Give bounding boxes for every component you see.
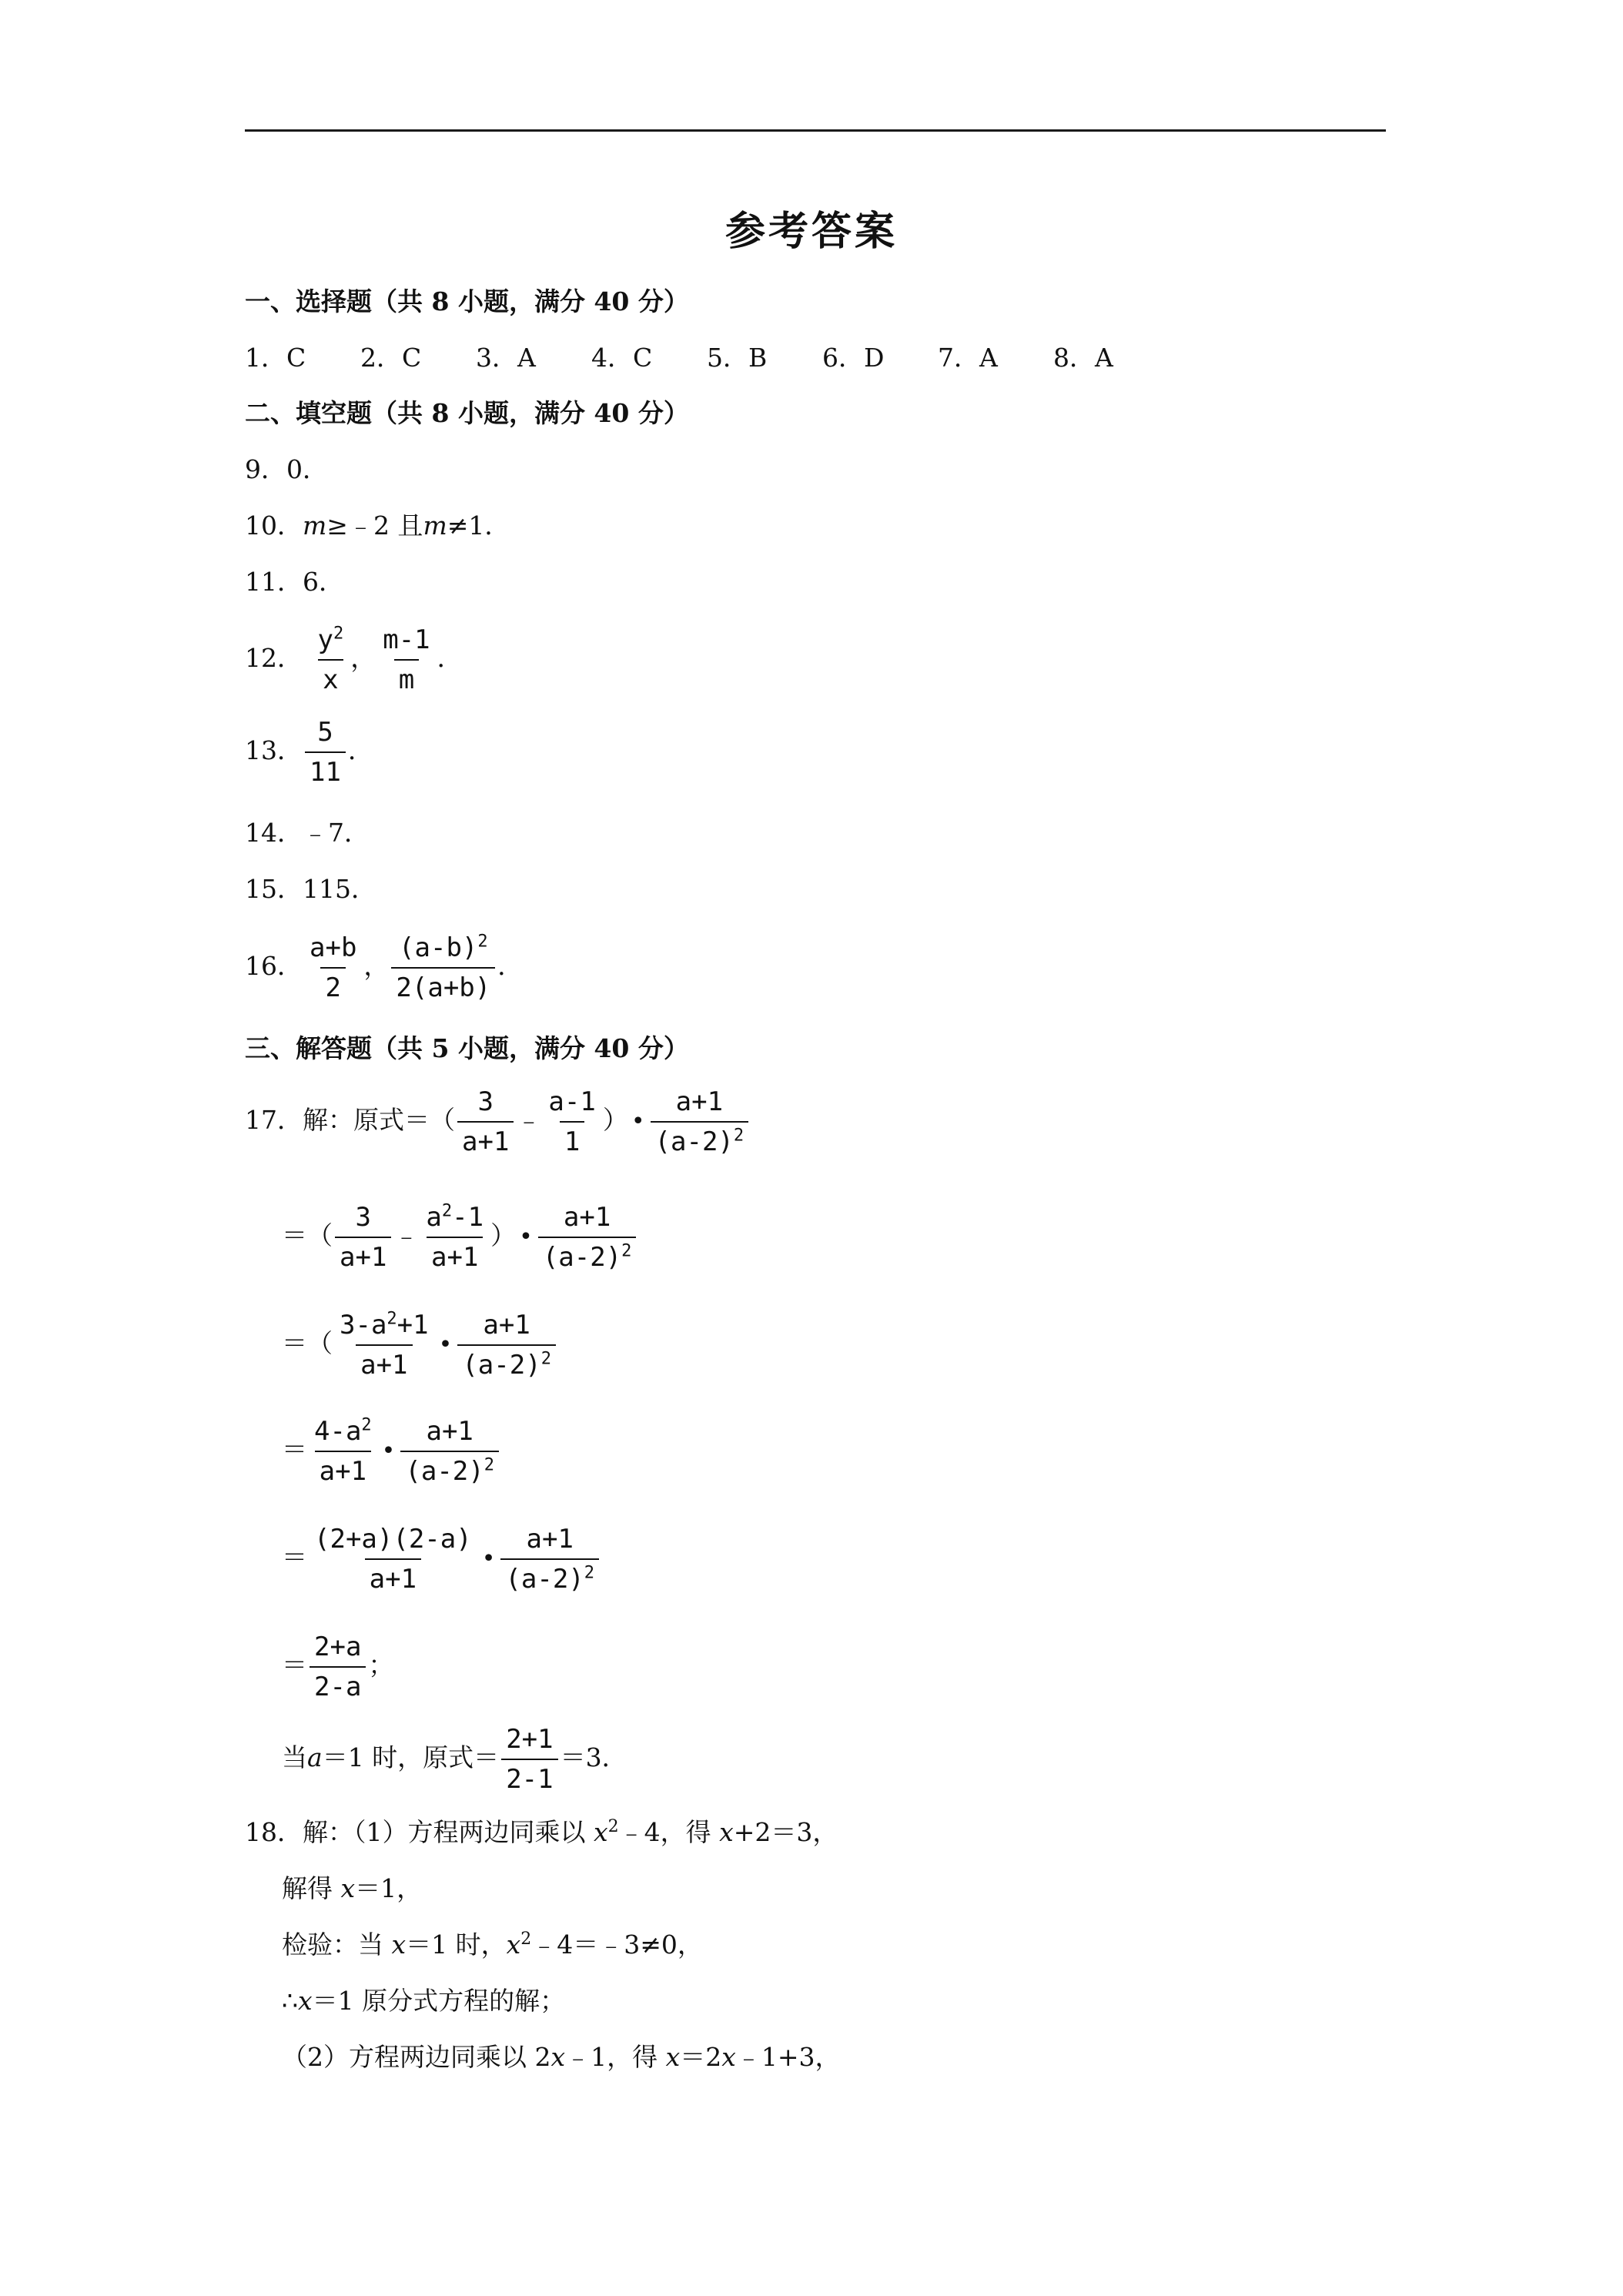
fraction: $\frac{a^2-1}{a+1}$	[426, 1201, 484, 1273]
fraction: $\frac{5}{11}$	[305, 716, 346, 788]
choice-answer: 4．C	[591, 343, 653, 373]
q18-line-2: 解得 x＝1，	[282, 1873, 423, 1903]
fraction: $\frac{a-1}{1}$	[548, 1086, 596, 1157]
section-choice-heading: 一、选择题（共 8 小题，满分 40 分）	[245, 286, 689, 316]
fraction: $\frac{a+1}{(a-2)^2}$	[457, 1309, 556, 1381]
section-solve-heading: 三、解答题（共 5 小题，满分 40 分）	[245, 1033, 689, 1063]
fraction: $\frac{a+1}{(a-2)^2}$	[651, 1086, 749, 1158]
choice-answer: 2．C	[360, 343, 422, 373]
answer-15: 15．115．	[245, 874, 376, 904]
fraction: $\frac{2+1}{2-1}$	[501, 1723, 557, 1796]
header-rule	[245, 129, 1386, 132]
q18-line-1: 18．解：（1）方程两边同乘以 $x^2﹣4$，得 x+2＝3，	[245, 1817, 838, 1847]
fraction: $\frac{a+1}{(a-2)^2}$	[500, 1523, 599, 1595]
fraction: $\frac{a+b}{2}$	[310, 932, 357, 1003]
fraction: $\frac{4-a^2}{a+1}$	[314, 1415, 372, 1487]
fraction: $\frac{a+1}{(a-2)^2}$	[400, 1415, 499, 1488]
q17-step-2: ＝（ $\frac{3}{a+1}$ ﹣ $\frac{a^2-1}{a+1}$ ） • $\frac{a+1}{(a-2)^2}$	[282, 1201, 638, 1274]
q17-step-3: ＝（ $\frac{3-a^2+1}{a+1}$ • $\frac{a+1}{(a-2)^2}$	[282, 1309, 558, 1381]
answer-13: 13． $\frac{5}{11}$ ．	[245, 717, 373, 788]
section-fill-heading: 二、填空题（共 8 小题，满分 40 分）	[245, 398, 689, 428]
answer-11: 11．6．	[245, 567, 344, 597]
fraction: $\frac{2+a}{2-a}$	[310, 1631, 366, 1703]
choice-answer: 8．A	[1053, 343, 1113, 373]
fraction: $\frac{3}{a+1}$	[457, 1086, 514, 1158]
choice-answer: 3．A	[476, 343, 536, 373]
choice-answer: 7．A	[938, 343, 998, 373]
q17-final: 当a＝1 时，原式＝ $\frac{2+1}{2-1}$ ＝3．	[282, 1724, 627, 1795]
q18-line-4: ∴x＝1 原分式方程的解；	[282, 1986, 566, 2016]
choice-answer: 1．C	[245, 343, 306, 373]
fraction: $\frac{m-1}{m}$	[383, 624, 430, 695]
q18-line-3: 检验：当 x＝1 时，$x^2﹣4=﹣3\ne 0$，	[282, 1930, 703, 1960]
choice-answer: 5．B	[707, 343, 768, 373]
fraction: $\frac{a+1}{(a-2)^2}$	[538, 1201, 637, 1274]
fraction: $\frac{(2+a)(2-a)}{a+1}$	[314, 1524, 472, 1595]
q18-line-5: （2）方程两边同乘以 2x﹣1，得 x＝2x﹣1+3，	[282, 2042, 841, 2072]
choice-answer: 6．D	[822, 343, 885, 373]
q17-step-6: ＝ $\frac{2+a}{2-a}$ ；	[282, 1632, 394, 1702]
fraction: $\frac{3-a^2+1}{a+1}$	[340, 1309, 429, 1381]
answer-14: 14．﹣7．	[245, 818, 370, 848]
answer-10: 10．m≥﹣2 且m≠1．	[245, 510, 510, 541]
fraction: $\frac{3}{a+1}$	[335, 1201, 391, 1274]
q17-step-1: 17．解：原式＝（ $\frac{3}{a+1}$ ﹣ $\frac{a-1}{1}$ ） • $\frac{a+1}{(a-2)^2}$	[245, 1086, 751, 1158]
answer-16: 16． $\frac{a+b}{2}$ ， $\frac{(a-b)^2}{2(a+b)}$ ．	[245, 932, 524, 1003]
choice-answers	[245, 341, 1169, 375]
q17-step-5: ＝ $\frac{(2+a)(2-a)}{a+1}$ • $\frac{a+1}{(a-2)^2}$	[282, 1523, 601, 1595]
fraction: $\frac{y^2}{x}$	[317, 624, 344, 695]
answer-12: 12． $\frac{y^2}{x}$ ， $\frac{m-1}{m}$ ．	[245, 624, 463, 695]
q17-step-4: ＝ $\frac{4-a^2}{a+1}$ • $\frac{a+1}{(a-2)^2}$	[282, 1415, 501, 1488]
answer-9: 9．0．	[245, 454, 328, 484]
page-title: 参考答案	[724, 208, 898, 255]
fraction: $\frac{(a-b)^2}{2(a+b)}$	[391, 932, 495, 1004]
